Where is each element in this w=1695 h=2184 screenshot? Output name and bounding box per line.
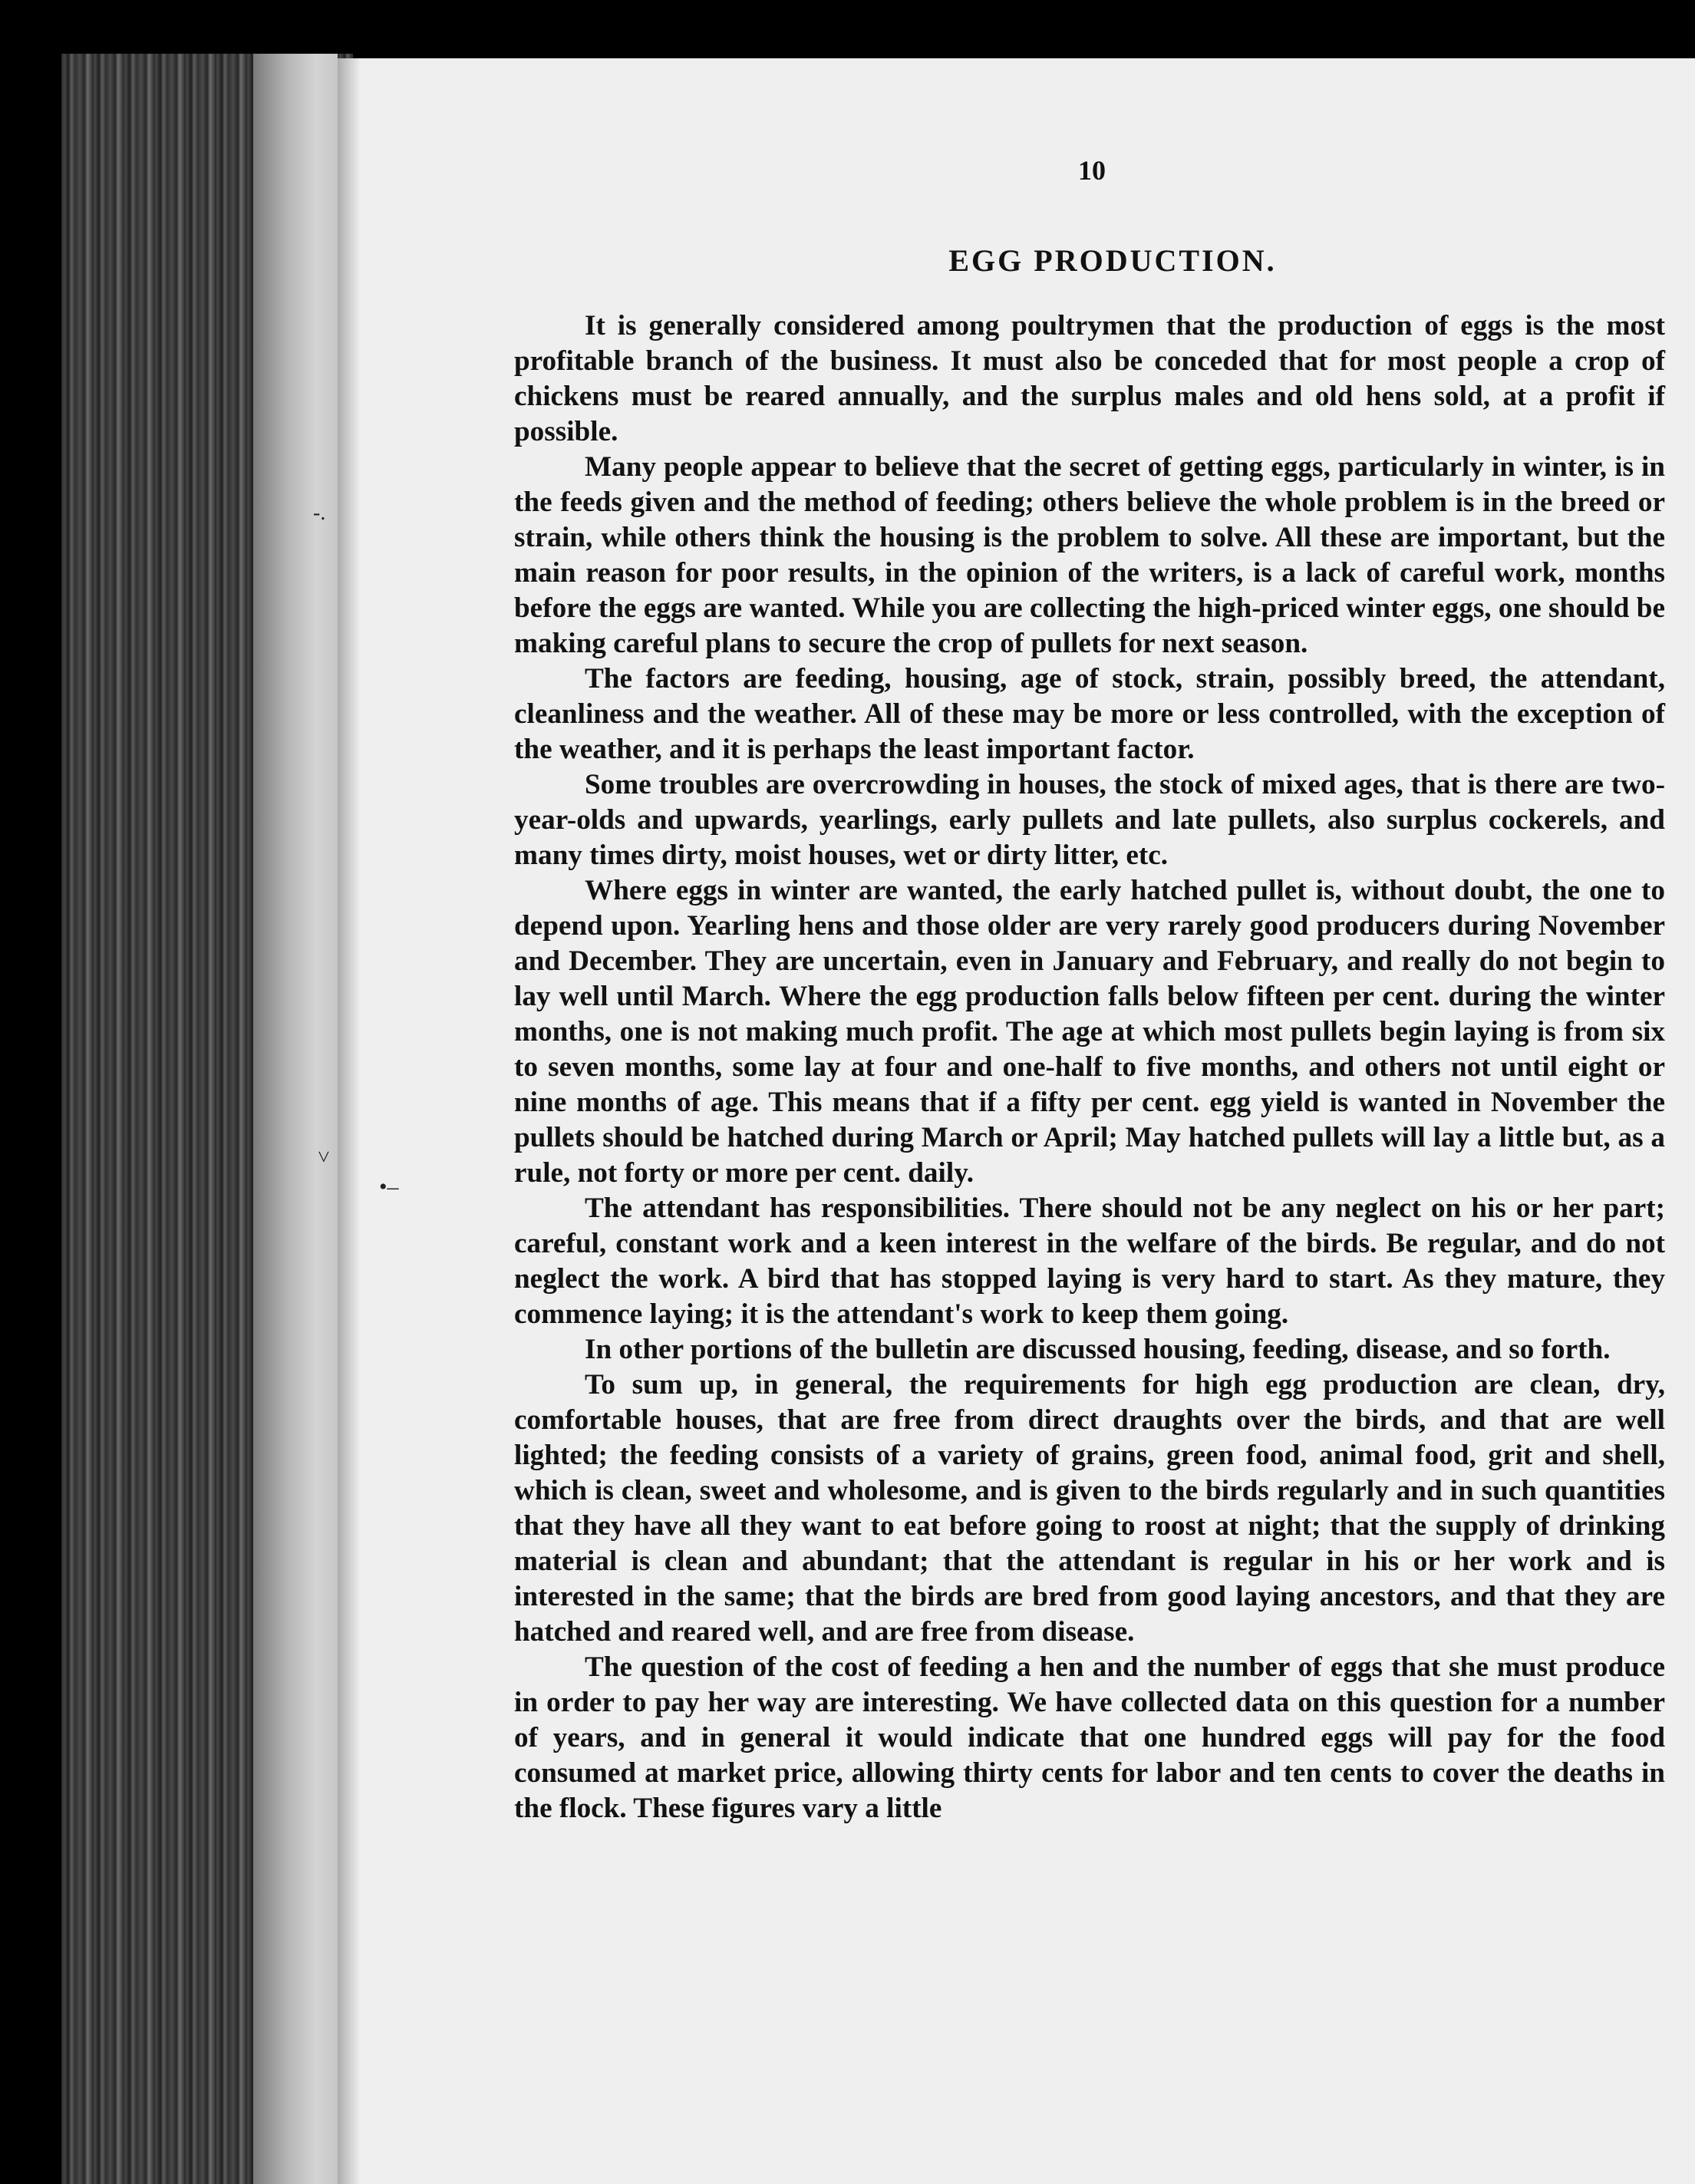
body-text xyxy=(514,308,1665,1826)
margin-speck: -. xyxy=(313,501,326,525)
paragraph: Some troubles are overcrowding in houses, the stock of mixed ages, that is there are two-year-olds and upwards, yearlings, early pullets and late pullets, also surplus cockerels, and many times dirty, moist houses, wet or dirty litter, etc. xyxy=(514,769,1665,871)
margin-speck: ˅ xyxy=(318,1146,330,1170)
page-number: 10 xyxy=(1078,155,1106,186)
section-title: EGG PRODUCTION. xyxy=(948,243,1277,278)
gutter-shadow xyxy=(338,58,361,2184)
margin-speck: •– xyxy=(379,1174,399,1199)
paragraph: The question of the cost of feeding a hen and the number of eggs that she must produce in order to pay her way are interesting. We have collected data on this question for a number of years, and in general it would indicate that one hundred eggs will pay for the food consumed at market price, allowing thirty cents for labor and ten cents to cover the deaths in the flock. These figures vary a little xyxy=(514,1651,1665,1824)
page-edge-stack xyxy=(253,54,338,2184)
paragraph: The attendant has responsibilities. There should not be any neglect on his or her part; careful, constant work and a keen interest in the welfare of the birds. Be regular, and do not neglect the work. A bird that has stopped laying is very hard to start. As they mature, they commence laying; it is the attendant's work to keep them going. xyxy=(514,1193,1665,1330)
paragraph: In other portions of the bulletin are discussed housing, feeding, disease, and so forth. xyxy=(585,1334,1611,1365)
paragraph: Many people appear to believe that the secret of getting eggs, particularly in winter, is in the feeds given and the method of feeding; others believe the whole problem is in the breed or strain, while others think the housing is the problem to solve. All these are important, but the main reason for poor results, in the opinion of the writers, is a lack of careful work, months before the eggs are wanted. While you are collecting the high-priced winter eggs, one should be making careful plans to secure the crop of pullets for next season. xyxy=(514,451,1665,659)
scan-top-border xyxy=(0,0,1695,55)
paragraph: Where eggs in winter are wanted, the early hatched pullet is, without doubt, the one to depend upon. Yearling hens and those older are very rarely good producers during November and December. They are uncertain, even in January and February, and really do not begin to lay well until March. Where the egg production falls below fifteen per cent. during the winter months, one is not making much profit. The age at which most pullets begin laying is from six to seven months, some lay at four and one-half to five months, and others not until eight or nine months of age. This means that if a fifty per cent. egg yield is wanted in November the pullets should be hatched during March or April; May hatched pullets will lay a little but, as a rule, not forty or more per cent. daily. xyxy=(514,875,1665,1189)
paragraph: To sum up, in general, the requirements for high egg production are clean, dry, comfortable houses, that are free from direct draughts over the birds, and that are well lighted; the feeding consists of a variety of grains, green food, animal food, grit and shell, which is clean, sweet and wholesome, and is given to the birds regularly and in such quantities that they have all they want to eat before going to roost at night; that the supply of drinking material is clean and abundant; that the attendant is regular in his or her work and is interested in the same; that the birds are bred from good laying ancestors, and that they are hatched and reared well, and are free from disease. xyxy=(514,1369,1665,1648)
paragraph: It is generally considered among poultrymen that the production of eggs is the most profitable branch of the business. It must also be conceded that for most people a crop of chickens must be reared annually, and the surplus males and old hens sold, at a profit if possible. xyxy=(514,310,1665,447)
paragraph: The factors are feeding, housing, age of stock, strain, possibly breed, the attendant, cleanliness and the weather. All of these may be more or less controlled, with the exception of the weather, and it is perhaps the least important factor. xyxy=(514,663,1665,765)
